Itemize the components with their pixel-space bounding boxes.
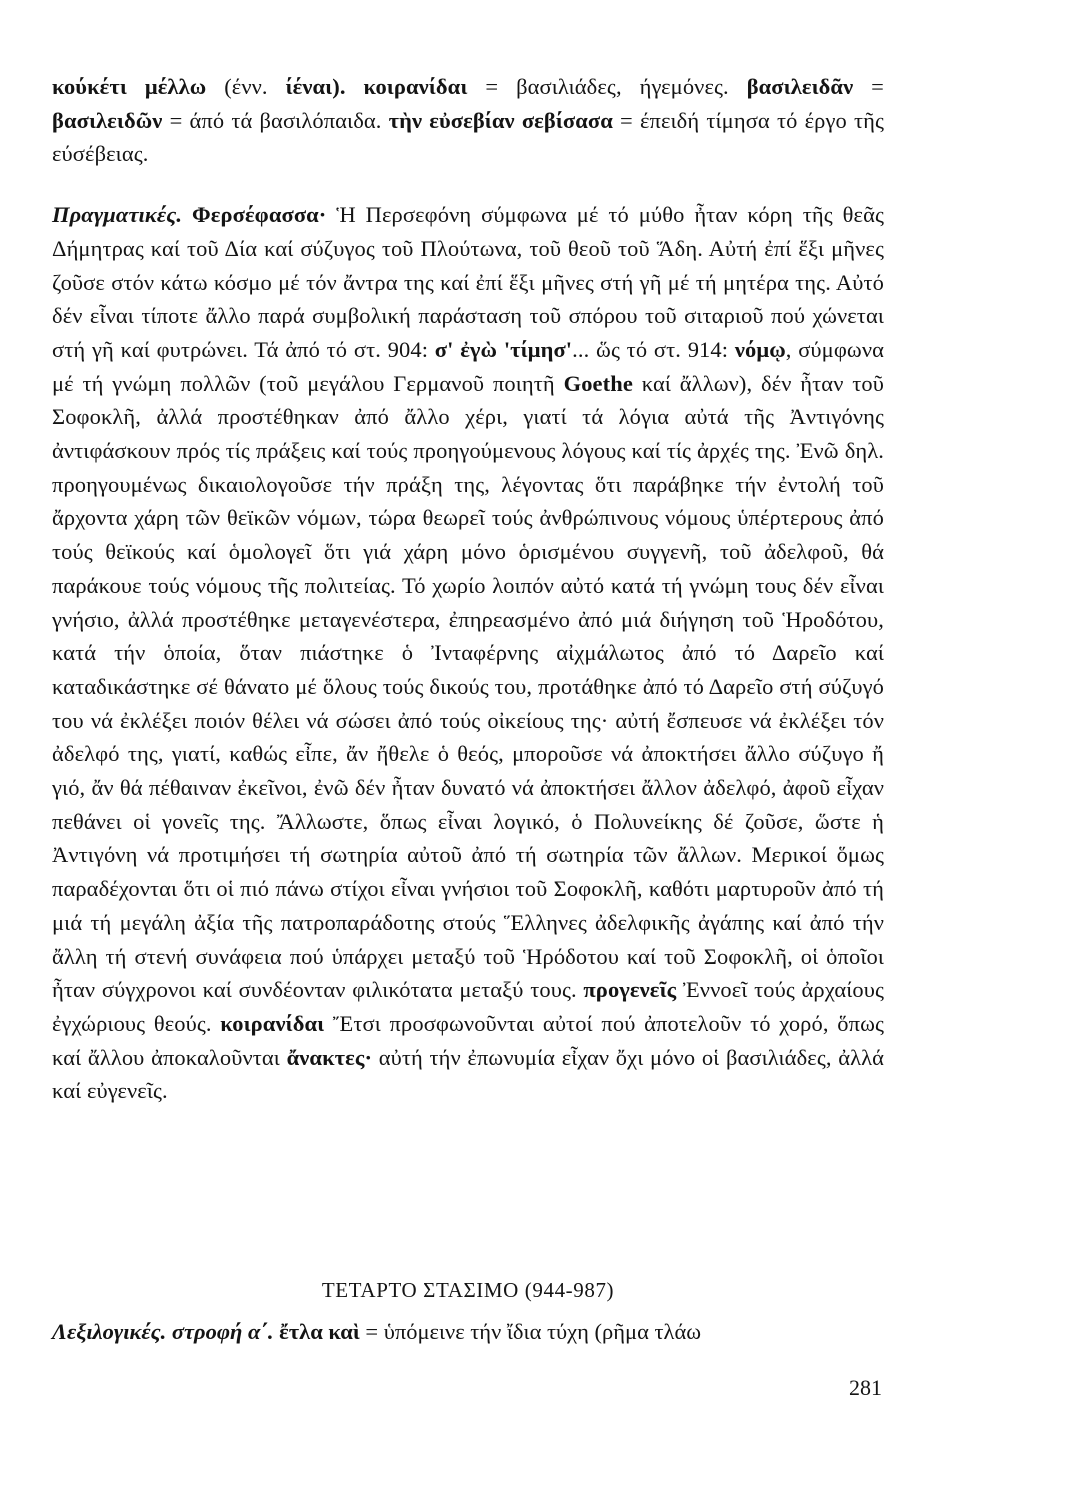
text-run: Ἡ Περσεφόνη σύμφωνα μέ τό μύθο ἦταν κόρη τῆς θεᾶς Δήμητρας καί τοῦ Δία καί σύζυγος τοῦ Πλούτωνα, τοῦ θεοῦ τοῦ Ἅδη. Αὐτή ἐπί ἕξι μῆνες ζοῦσε στόν κάτω κόσμο μέ τόν ἄντρα της καί ἐπί ἕξι μῆνες στή γῆ μέ τή μητέρα της. Αὐτό δέν εἶναι τίποτε ἄλλο παρά συμβολική παράσταση τοῦ σπόρου τοῦ σιταριοῦ πού χώνεται στή γῆ καί φυτρώνει. Τά ἀπό τό στ. 904: xyxy=(52,202,884,362)
text-run xyxy=(182,202,192,227)
text-run: καί ἄλλων), δέν ἦταν τοῦ Σοφοκλῆ, ἀλλά προστέθηκαν ἀπό ἄλλο χέρι, γιατί τά λόγια αὐτά τῆς Ἀντιγόνης ἀντιφάσκουν πρός τίς πράξεις καί τούς προηγούμενους λόγους καί τίς ἀρχές της. Ἐνῶ δηλ. προηγουμένως δικαιολογοῦσε τήν πράξη της, λέγοντας ὅτι παράβηκε τήν ἐντολή τοῦ ἄρχοντα χάρη τῶν θεϊκῶν νόμων, τώρα θεωρεῖ τούς ἀνθρώπινους νόμους ὑπέρτερους ἀπό τούς θεϊκούς καί ὁμολογεῖ ὅτι γιά χάρη μόνο ὁρισμένου συγγενῆ, τοῦ ἀδελφοῦ, θά παράκουε τούς νόμους τῆς πολιτείας. Τό χωρίο λοιπόν αὐτό κατά τή γνώμη τους δέν εἶναι γνήσιο, ἀλλά προστέθηκε μεταγενέστερα, ἐπηρεασμένο ἀπό μιά διήγηση τοῦ Ἡροδότου, κατά τήν ὁποία, ὅταν πιάστηκε ὁ Ἰνταφέρνης αἰχμάλωτος ἀπό τό Δαρεῖο καί καταδικάστηκε σέ θάνατο μέ ὅλους τούς δικούς του, προτάθηκε ἀπό τό Δαρεῖο στή σύζυγό του νά ἐκλέξει ποιόν θέλει νά σώσει ἀπό τούς οἰκείους της· αὐτή ἔσπευσε νά ἐκλέξει τόν ἀδελφό της, γιατί, καθώς εἶπε, ἄν ἤθελε ὁ θεός, μποροῦσε νά ἀποκτήσει ἄλλο σύζυγο ἤ γιό, ἄν θά πέθαιναν ἐκεῖνοι, ἐνῶ δέν ἦταν δυνατό νά ἀποκτήσει ἄλλον ἀδελφό, ἀφοῦ εἶχαν πεθάνει οἱ γονεῖς της. Ἄλλωστε, ὅπως εἶναι λογικό, ὁ Πολυνείκης δέ ζοῦσε, ὥστε ἡ Ἀντιγόνη νά προτιμήσει τή σωτηρία αὐτοῦ ἀπό τή σωτηρία τῶν ἄλλων. Μερικοί ὅμως παραδέχονται ὅτι οἱ πιό πάνω στίχοι εἶναι γνήσιοι τοῦ Σοφοκλῆ, καθότι μαρτυροῦν ἀπό τή μιά τή μεγάλη ἀξία τῆς πατροπαράδοτης στούς Ἕλληνες ἀδελφικῆς ἀγάπης καί ἀπό τήν ἄλλη τή στενή συνάφεια πού ὑπάρχει μεταξύ τοῦ Ἡρόδοτου καί τοῦ Σοφοκλῆ, οἱ ὁποῖοι ἦταν σύγχρονοι καί συνδέονταν φιλικότατα μεταξύ τους. xyxy=(52,370,884,1003)
text-run: = xyxy=(853,74,884,99)
text-run: ... ὥς τό στ. 914: xyxy=(572,336,735,362)
text-run: = έπειδή τίμησα τό έργο τῆς εύσέβειας. xyxy=(52,107,884,167)
paragraph-factual-notes xyxy=(52,198,884,1108)
bold-term: ἄνακτες· xyxy=(286,1044,373,1070)
text-run: = ὑπόμεινε τήν ἴδια τύχη (ρῆμα τλάω xyxy=(359,1319,702,1344)
text-run: (ένν. xyxy=(206,74,286,99)
paragraph-glossary-end xyxy=(52,70,884,171)
bold-term: νόμῳ xyxy=(734,336,786,362)
text-run: = άπό τά βασιλόπαιδα. xyxy=(162,107,389,133)
text-run: Ἔτσι προσφωνοῦνται αὐτοί πού ἀποτελοῦν τό χορό, ὅπως καί ἄλλου ἀποκαλοῦνται xyxy=(52,1010,884,1070)
bold-term: κούκέτι μέλλω xyxy=(52,74,207,99)
body-text xyxy=(52,70,884,1108)
text-run: αὐτή τήν ἐπωνυμία εἶχαν ὄχι μόνο οἱ βασιλιάδες, ἀλλά καί εὐγενεῖς. xyxy=(52,1044,884,1104)
bold-term: κοιρανίδαι xyxy=(220,1010,325,1036)
bold-term: ἔτλα καὶ xyxy=(279,1319,360,1344)
bold-term: προγενεῖς xyxy=(583,977,677,1003)
text-run: = βασιλιάδες, ήγεμόνες. xyxy=(467,74,747,99)
bold-term: σ' ἐγὼ 'τίμησ' xyxy=(434,336,573,362)
text-run: , σύμφωνα μέ τή γνώμη πολλῶν (τοῦ μεγάλου Γερμανοῦ ποιητῆ xyxy=(52,336,884,396)
page-number: 281 xyxy=(849,1375,882,1400)
author-name: Goethe xyxy=(563,370,633,396)
text-run: Ἐννοεῖ τούς ἀρχαίους ἐγχώριους θεούς. xyxy=(52,977,884,1036)
bold-term: βασιλειδᾶν xyxy=(746,74,854,99)
bold-term: ίέναι). κοιρανίδαι xyxy=(285,74,468,99)
section-label: Πραγματικές. xyxy=(52,202,183,228)
paragraph-lexical-notes xyxy=(52,1315,888,1348)
bold-term: τὴν εὐσεβίαν σεβίσασα xyxy=(388,107,613,133)
bold-term: βασιλειδῶν xyxy=(52,107,163,133)
bold-term: Φερσέφασσα· xyxy=(192,202,327,228)
section-label: Λεξιλογικές. στροφή α΄. xyxy=(52,1319,274,1344)
section-heading: ΤΕΤΑΡΤΟ ΣΤΑΣΙΜΟ (944-987) xyxy=(321,1278,615,1302)
